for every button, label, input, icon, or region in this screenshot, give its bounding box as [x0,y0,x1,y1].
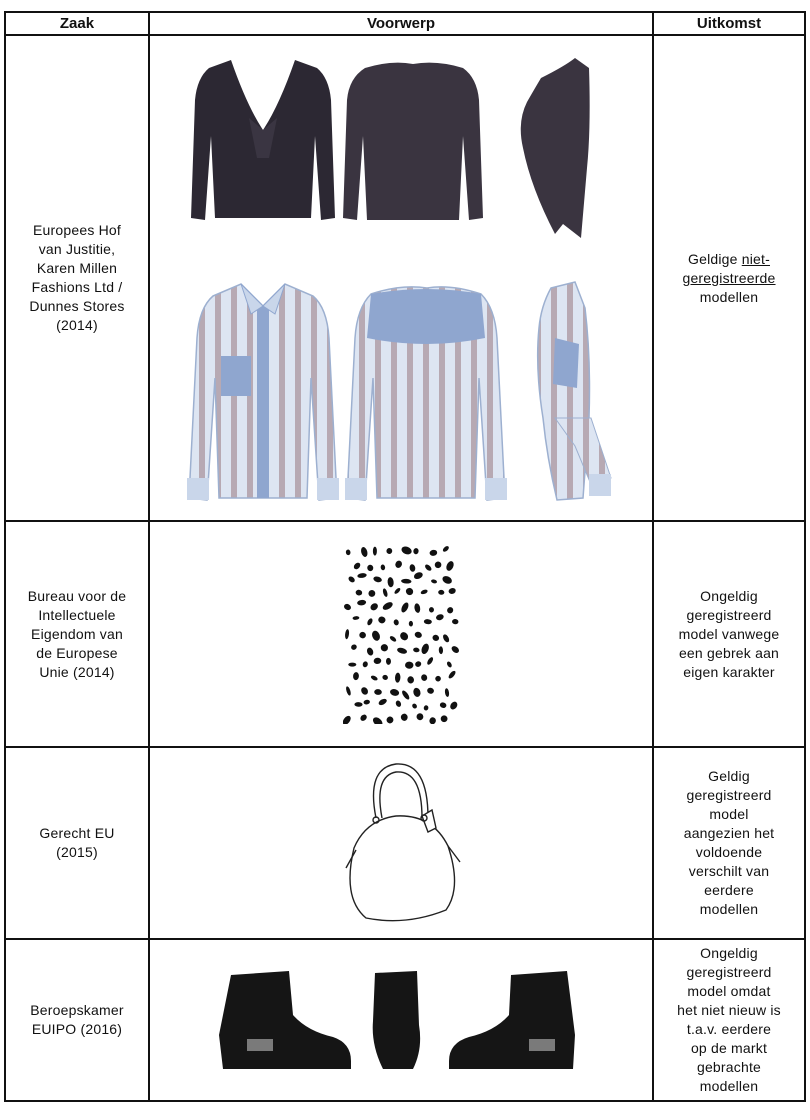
case-cell [5,35,149,521]
outcome-cell [653,939,805,1101]
case-cell [5,939,149,1101]
header-voorwerp: Voorwerp [149,12,653,35]
object-cell [149,35,653,521]
object-cell [149,747,653,939]
outcome-cell [653,35,805,521]
outcome-cell [653,747,805,939]
table-row [5,35,805,521]
shirt-back [345,287,507,500]
outcome-text: Geldig geregistreerd model aangezien het voldoende verschilt van eerdere modellen [683,768,775,917]
boots-image [211,965,591,1075]
design-cases-table [4,11,806,1102]
case-name: Bureau voor de Intellectuele Eigendom van de Europese Unie (2014) [27,587,127,680]
handbag-drawing-image [336,758,466,928]
header-uitkomst: Uitkomst [653,12,805,35]
outcome-text: Ongeldig geregistreerd model vanwege een gebrek aan eigen karakter [678,587,780,680]
sweater-front [191,60,335,220]
case-name: Beroepskamer EUIPO (2016) [30,1002,124,1037]
case-name: Europees Hof van Justitie, Karen Millen Fashions Ltd / Dunnes Stores (2014) [29,222,125,333]
object-cell [149,521,653,747]
leopard-pattern-image [343,544,459,724]
case-cell [5,747,149,939]
boot-left [219,971,351,1069]
table-row [5,747,805,939]
outcome-text: Geldige niet- geregistreerde modellen [682,250,776,305]
boot-right [449,971,575,1069]
shirt-front [187,284,339,500]
object-cell [149,939,653,1101]
sweater-side [521,58,590,238]
boot-middle [373,971,420,1069]
case-name: Gerecht EU (2015) [39,825,115,860]
outcome-cell [653,521,805,747]
table-row [5,939,805,1101]
shirt-side [538,282,611,500]
table-row [5,521,805,747]
sweater-back [343,63,483,220]
case-cell [5,521,149,747]
table-header-row [5,12,805,35]
header-zaak: Zaak [5,12,149,35]
garment-designs-image [151,38,651,518]
outcome-text: Ongeldig geregistreerd model omdat het niet nieuw is t.a.v. eerdere op de markt gebrachte modellen [677,945,781,1094]
